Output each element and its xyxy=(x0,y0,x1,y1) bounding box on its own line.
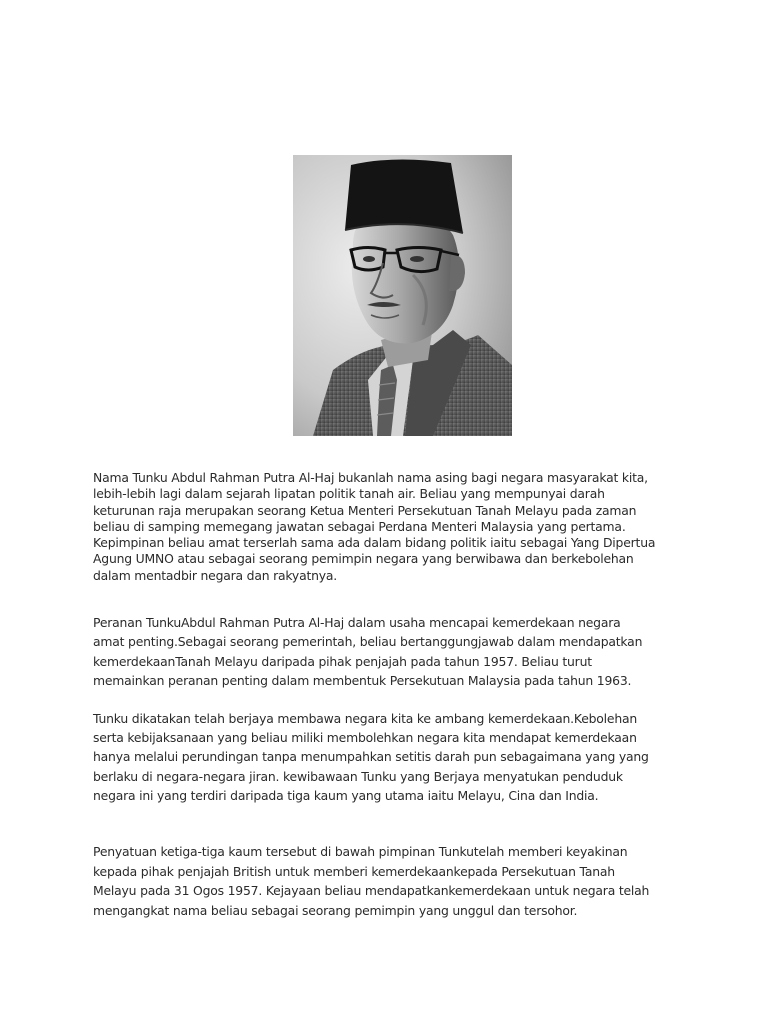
paragraph-line: mengangkat nama beliau sebagai seorang pemimpin yang unggul dan tersohor. xyxy=(93,902,578,918)
portrait-photo xyxy=(293,155,512,436)
paragraph-line: lebih-lebih lagi dalam sejarah lipatan politik tanah air. Beliau yang mempunyai darah xyxy=(93,486,605,502)
paragraph-line: memainkan peranan penting dalam membentuk Persekutuan Malaysia pada tahun 1963. xyxy=(93,672,632,688)
paragraph-4 xyxy=(93,842,693,920)
paragraph-line: Penyatuan ketiga-tiga kaum tersebut di bawah pimpinan Tunkutelah memberi keyakinan xyxy=(93,844,628,859)
paragraph-line: kemerdekaanTanah Melayu daripada pihak penjajah pada tahun 1957. Beliau turut xyxy=(93,653,592,669)
paragraph-line: hanya melalui perundingan tanpa menumpahkan setitis darah pun sebagaimana yang yang xyxy=(93,749,649,765)
paragraph-1 xyxy=(93,470,693,584)
paragraph-line: keturunan raja merupakan seorang Ketua Menteri Persekutuan Tanah Melayu pada zaman xyxy=(93,502,637,518)
paragraph-line: negara ini yang terdiri daripada tiga kaum yang utama iaitu Melayu, Cina dan India. xyxy=(93,787,599,803)
paragraph-line: Kepimpinan beliau amat terserlah sama ada dalam bidang politik iaitu sebagai Yang Dipertua xyxy=(93,535,656,551)
paragraph-line: beliau di samping memegang jawatan sebagai Perdana Menteri Malaysia yang pertama. xyxy=(93,518,626,534)
paragraph-line: Melayu pada 31 Ogos 1957. Kejayaan beliau mendapatkankemerdekaan untuk negara telah xyxy=(93,883,650,898)
paragraph-line: kepada pihak penjajah British untuk memberi kemerdekaankepada Persekutuan Tanah xyxy=(93,863,615,879)
paragraph-line: amat penting.Sebagai seorang pemerintah, beliau bertanggungjawab dalam mendapatkan xyxy=(93,634,643,650)
paragraph-line: serta kebijaksanaan yang beliau miliki membolehkan negara kita mendapat kemerdekaan xyxy=(93,730,637,746)
paragraph-line: Nama Tunku Abdul Rahman Putra Al-Haj bukanlah nama asing bagi negara masyarakat kita, xyxy=(93,470,648,485)
paragraph-2 xyxy=(93,613,693,690)
paragraph-line: Peranan TunkuAbdul Rahman Putra Al-Haj dalam usaha mencapai kemerdekaan negara xyxy=(93,615,621,630)
paragraph-line: dalam mentadbir negara dan rakyatnya. xyxy=(93,567,338,583)
paragraph-line: Tunku dikatakan telah berjaya membawa negara kita ke ambang kemerdekaan.Kebolehan xyxy=(93,711,638,726)
paragraph-line: berlaku di negara-negara jiran. kewibawaan Tunku yang Berjaya menyatukan penduduk xyxy=(93,768,623,784)
paragraph-3 xyxy=(93,709,693,805)
paragraph-line: Agung UMNO atau sebagai seorang pemimpin negara yang berwibawa dan berkebolehan xyxy=(93,551,634,567)
